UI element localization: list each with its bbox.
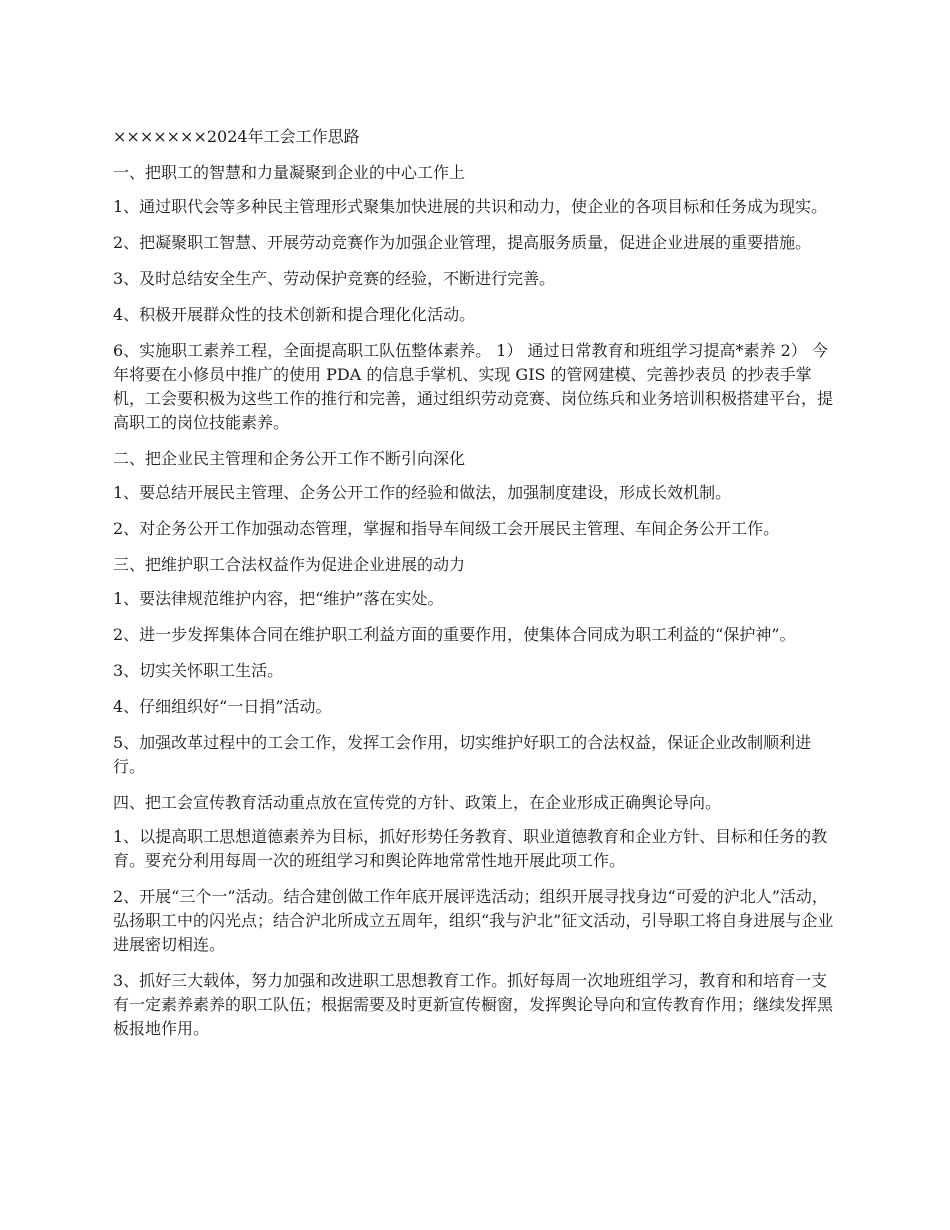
section-heading-3: 三、把维护职工合法权益作为促进企业进展的动力 bbox=[113, 555, 466, 574]
section-heading-1: 一、把职工的智慧和力量凝聚到企业的中心工作上 bbox=[113, 163, 466, 182]
paragraph-3-4: 4、仔细组织好“一日捐”活动。 bbox=[113, 697, 332, 716]
paragraph-3-3: 3、切实关怀职工生活。 bbox=[113, 661, 284, 680]
paragraph-1-6: 6、实施职工素养工程，全面提高职工队伍整体素养。 1） 通过日常教育和班组学习提高*素养 2） 今年将要在小修员中推广的使用 PDA 的信息手掌机、实现 GIS 的管网建模、完善抄表员 的抄表手掌机，工会要积极为这些工作的推行和完善，通过组织劳动竞赛、岗位练兵和业务培训积极搭建平台，提高职工的岗位技能素养。 bbox=[113, 341, 834, 432]
section-heading-2: 二、把企业民主管理和企务公开工作不断引向深化 bbox=[113, 449, 466, 468]
paragraph-3-2: 2、进一步发挥集体合同在维护职工利益方面的重要作用，使集体合同成为职工利益的“保护神”。 bbox=[113, 625, 796, 644]
paragraph-2-1: 1、要总结开展民主管理、企务公开工作的经验和做法，加强制度建设，形成长效机制。 bbox=[113, 483, 732, 502]
document-body bbox=[113, 161, 843, 1053]
paragraph-4-1: 1、以提高职工思想道德素养为目标，抓好形势任务教育、职业道德教育和企业方针、目标和任务的教育。要充分利用每周一次的班组学习和舆论阵地常常性地开展此项工作。 bbox=[113, 827, 828, 870]
document-title: ×××××××2024年工会工作思路 bbox=[113, 127, 360, 146]
paragraph-1-3: 3、及时总结安全生产、劳动保护竞赛的经验，不断进行完善。 bbox=[113, 269, 556, 288]
paragraph-4-2: 2、开展“三个一”活动。结合建创做工作年底开展评选活动；组织开展寻找身边“可爱的沪北人”活动，弘扬职工中的闪光点；结合沪北所成立五周年，组织“我与沪北”征文活动，引导职工将自身进展与企业进展密切相连。 bbox=[113, 887, 834, 954]
paragraph-4-3: 3、抓好三大载体，努力加强和改进职工思想教育工作。抓好每周一次地班组学习，教育和和培育一支有一定素养素养的职工队伍；根据需要及时更新宣传橱窗，发挥舆论导向和宣传教育作用；继续发挥黑板报地作用。 bbox=[113, 971, 834, 1038]
paragraph-1-2: 2、把凝聚职工智慧、开展劳动竞赛作为加强企业管理，提高服务质量，促进企业进展的重要措施。 bbox=[113, 233, 812, 252]
paragraph-1-1: 1、通过职代会等多种民主管理形式聚集加快进展的共识和动力，使企业的各项目标和任务成为现实。 bbox=[113, 197, 828, 216]
paragraph-3-5: 5、加强改革过程中的工会工作，发挥工会作用，切实维护好职工的合法权益，保证企业改制顺利进行。 bbox=[113, 733, 812, 776]
paragraph-2-2: 2、对企务公开工作加强动态管理，掌握和指导车间级工会开展民主管理、车间企务公开工作。 bbox=[113, 519, 780, 538]
section-heading-4: 四、把工会宣传教育活动重点放在宣传党的方针、政策上，在企业形成正确舆论导向。 bbox=[113, 793, 722, 812]
paragraph-3-1: 1、要法律规范维护内容，把“维护”落在实处。 bbox=[113, 589, 444, 608]
paragraph-1-4: 4、积极开展群众性的技术创新和提合理化化活动。 bbox=[113, 305, 476, 324]
